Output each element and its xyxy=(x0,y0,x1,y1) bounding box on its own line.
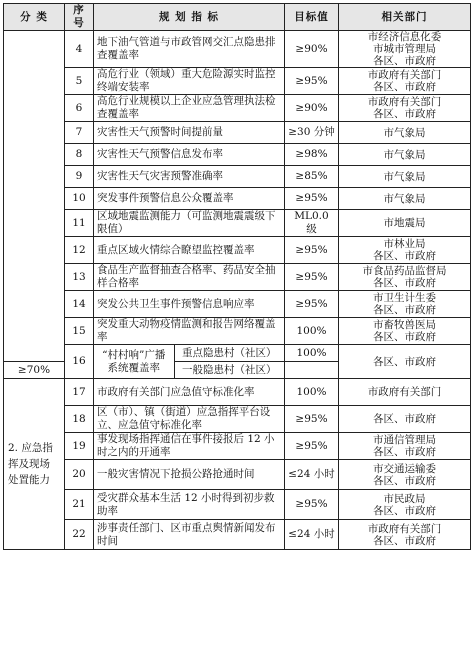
table-row xyxy=(4,210,471,237)
row-number: 16 xyxy=(65,345,94,379)
table-row xyxy=(4,264,471,291)
department-cell xyxy=(339,210,471,237)
table-row xyxy=(4,291,471,318)
department-name: 市政府有关部门 xyxy=(367,69,442,81)
row-number: 13 xyxy=(65,264,94,291)
department-name: 市通信管理局 xyxy=(373,434,436,446)
department-cell xyxy=(339,166,471,188)
table-row xyxy=(4,68,471,95)
table-row xyxy=(4,144,471,166)
indicator-text: 高危行业（领域）重大危险源实时监控终端安装率 xyxy=(94,68,285,95)
target-value: ≥90% xyxy=(285,31,339,68)
target-value: 100% xyxy=(285,379,339,406)
department-name: 市食品药品监督局 xyxy=(362,265,447,277)
department-name: 各区、市政府 xyxy=(373,534,436,547)
department-name: 各区、市政府 xyxy=(373,355,436,368)
indicator-text: 食品生产监督抽查合格率、药品安全抽样合格率 xyxy=(94,264,285,291)
department-name: 市城市管理局 xyxy=(373,43,436,55)
indicator-text: 受灾群众基本生活 12 小时得到初步救助率 xyxy=(94,490,285,520)
department-name: 市政府有关部门 xyxy=(367,96,442,108)
indicator-text: 涉事责任部门、区市重点舆情新闻发布时间 xyxy=(94,520,285,550)
header-target: 目标值 xyxy=(285,4,339,31)
indicator-text: 高危行业规模以上企业应急管理执法检查覆盖率 xyxy=(94,95,285,122)
table-row xyxy=(4,406,471,433)
indicator-text: 区域地震监测能力（可监测地震震级下限值） xyxy=(94,210,285,237)
target-value: ≤24 小时 xyxy=(285,460,339,490)
department-name: 各区、市政府 xyxy=(373,55,436,67)
header-indicator: 规 划 指 标 xyxy=(94,4,285,31)
indicator-text: 市政府有关部门应急值守标准化率 xyxy=(94,379,285,406)
row-number: 9 xyxy=(65,166,94,188)
indicator-text: 一般灾害情况下抢损公路抢通时间 xyxy=(94,460,285,490)
department-cell xyxy=(339,68,471,95)
row-number: 7 xyxy=(65,122,94,144)
target-value: ≥95% xyxy=(285,291,339,318)
indicator-text: “村村响”广播系统覆盖率 xyxy=(94,345,174,378)
department-cell xyxy=(339,406,471,433)
target-value: 100% xyxy=(285,318,339,345)
header-number: 序号 xyxy=(65,4,94,31)
indicator-text: 重点区域火情综合瞭望监控覆盖率 xyxy=(94,237,285,264)
table-row xyxy=(4,188,471,210)
department-cell xyxy=(339,379,471,406)
table-row xyxy=(4,122,471,144)
target-value: ≤24 小时 xyxy=(285,520,339,550)
row-number: 22 xyxy=(65,520,94,550)
department-name: 市气象局 xyxy=(383,126,426,139)
row-number: 19 xyxy=(65,433,94,460)
row16-sub-row xyxy=(94,345,284,362)
table-row xyxy=(4,520,471,550)
indicator-text: 灾害性天气预警时间提前量 xyxy=(94,122,285,144)
planning-indicator-table xyxy=(3,3,471,550)
department-name: 各区、市政府 xyxy=(373,304,436,316)
header-row xyxy=(4,4,471,31)
row-number: 5 xyxy=(65,68,94,95)
row-number: 15 xyxy=(65,318,94,345)
indicator-text: 突发重大动物疫情监测和报告网络覆盖率 xyxy=(94,318,285,345)
table-row xyxy=(4,95,471,122)
indicator-text: 事发现场指挥通信在事件接报后 12 小时之内的开通率 xyxy=(94,433,285,460)
category-cell xyxy=(4,31,65,362)
row-number: 4 xyxy=(65,31,94,68)
department-name: 市卫生计生委 xyxy=(373,292,436,304)
target-value: ≥85% xyxy=(285,166,339,188)
sub-indicator-label: 重点隐患村（社区） xyxy=(174,345,284,362)
department-name: 市交通运输委 xyxy=(373,462,436,475)
row-number: 21 xyxy=(65,490,94,520)
indicator-text: 区（市）、镇（街道）应急指挥平台设立、应急值守标准化率 xyxy=(94,406,285,433)
department-cell xyxy=(339,237,471,264)
department-cell xyxy=(339,122,471,144)
department-cell xyxy=(339,460,471,490)
department-name: 各区、市政府 xyxy=(373,277,436,289)
row16-sub-table xyxy=(94,345,284,378)
target-value: ≥95% xyxy=(285,490,339,520)
target-value: ≥98% xyxy=(285,144,339,166)
department-cell xyxy=(339,318,471,345)
row-number: 17 xyxy=(65,379,94,406)
table-body xyxy=(4,31,471,550)
table-row xyxy=(4,433,471,460)
department-cell xyxy=(339,95,471,122)
indicator-text: 灾害性天气灾害预警准确率 xyxy=(94,166,285,188)
target-value: ≥30 分钟 xyxy=(285,122,339,144)
target-value: ≥70% xyxy=(4,362,65,379)
department-name: 各区、市政府 xyxy=(373,504,436,517)
target-value: ≥95% xyxy=(285,433,339,460)
row16-indicator-wrapper xyxy=(94,345,285,379)
department-cell xyxy=(339,345,471,379)
department-name: 各区、市政府 xyxy=(373,331,436,343)
target-value: ≥90% xyxy=(285,95,339,122)
target-value: ≥95% xyxy=(285,237,339,264)
table-row xyxy=(4,166,471,188)
row-number: 12 xyxy=(65,237,94,264)
department-cell xyxy=(339,31,471,68)
department-name: 各区、市政府 xyxy=(373,413,436,425)
indicator-text: 灾害性天气预警信息发布率 xyxy=(94,144,285,166)
department-name: 各区、市政府 xyxy=(373,108,436,120)
department-name: 各区、市政府 xyxy=(373,81,436,93)
department-cell xyxy=(339,188,471,210)
department-name: 市气象局 xyxy=(383,192,426,205)
table-row xyxy=(4,237,471,264)
target-value: ≥95% xyxy=(285,68,339,95)
department-cell xyxy=(339,433,471,460)
department-name: 市地震局 xyxy=(383,217,426,229)
department-name: 各区、市政府 xyxy=(373,446,436,458)
table-row-16a xyxy=(4,345,471,362)
department-name: 市经济信息化委 xyxy=(367,31,442,43)
row-number: 14 xyxy=(65,291,94,318)
indicator-text: 突发公共卫生事件预警信息响应率 xyxy=(94,291,285,318)
department-name: 市林业局 xyxy=(383,238,426,250)
department-name: 市民政局 xyxy=(383,492,426,505)
department-cell xyxy=(339,264,471,291)
indicator-text: 突发事件预警信息公众覆盖率 xyxy=(94,188,285,210)
table-row xyxy=(4,31,471,68)
row-number: 20 xyxy=(65,460,94,490)
sub-indicator-label: 一般隐患村（社区） xyxy=(182,363,277,376)
target-value: ≥95% xyxy=(285,264,339,291)
indicator-text: 地下油气管道与市政管网交汇点隐患排查覆盖率 xyxy=(94,31,285,68)
department-name: 市政府有关部门 xyxy=(367,522,442,535)
target-value: 100% xyxy=(285,345,339,362)
header-department: 相关部门 xyxy=(339,4,471,31)
target-value: ≥95% xyxy=(285,406,339,433)
department-name: 各区、市政府 xyxy=(373,474,436,487)
table-row xyxy=(4,318,471,345)
department-name: 市气象局 xyxy=(383,170,426,183)
department-name: 各区、市政府 xyxy=(373,250,436,262)
row-number: 11 xyxy=(65,210,94,237)
department-cell xyxy=(339,144,471,166)
department-name: 市畜牧兽医局 xyxy=(373,319,436,331)
header-category: 分 类 xyxy=(4,4,65,31)
department-cell xyxy=(339,291,471,318)
table-row xyxy=(4,379,471,406)
table-row xyxy=(4,490,471,520)
row-number: 10 xyxy=(65,188,94,210)
row-number: 6 xyxy=(65,95,94,122)
department-name: 市政府有关部门 xyxy=(367,386,442,398)
target-value: ML0.0 级 xyxy=(285,210,339,237)
category-cell: 2. 应急指挥及现场处置能力 xyxy=(4,379,65,550)
department-cell xyxy=(339,490,471,520)
row-number: 18 xyxy=(65,406,94,433)
department-cell xyxy=(339,520,471,550)
row-number: 8 xyxy=(65,144,94,166)
department-name: 市气象局 xyxy=(383,148,426,161)
table-row xyxy=(4,460,471,490)
target-value: ≥95% xyxy=(285,188,339,210)
